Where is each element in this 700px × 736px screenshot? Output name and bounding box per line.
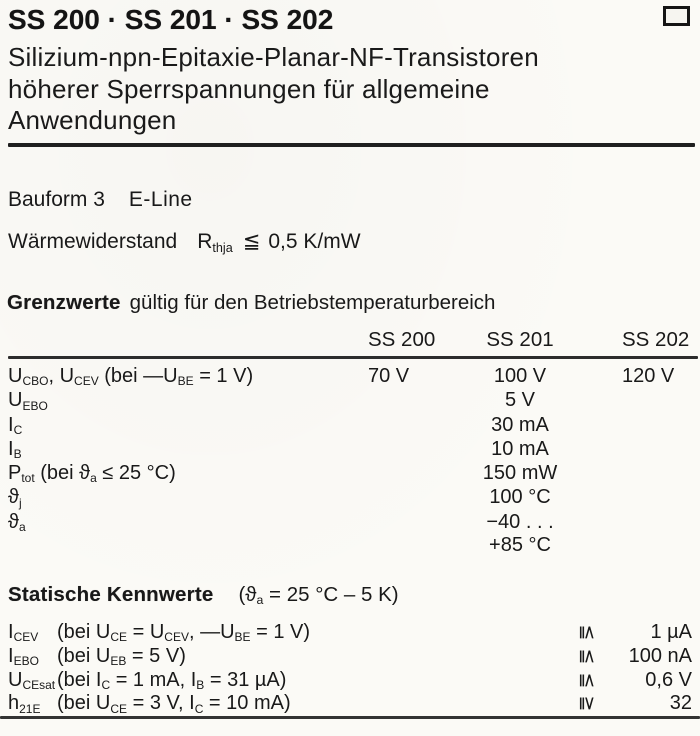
column-header-ss200: SS 200 [368,328,436,351]
empty-cell [8,328,368,352]
table-row [8,438,700,462]
parameter-value: 1 µA [650,621,692,643]
param-cell: UCBO, UCEV (bei —UBE = 1 V) [8,365,254,389]
statics-heading [8,583,399,607]
relation-symbol: ≦ [576,624,598,641]
limits-heading-bold: Grenzwerte [7,291,121,314]
value-cell-ss201: 30 mA [491,413,549,436]
relation-symbol: ≦ [576,672,598,689]
thermal-value: 0,5 K/mW [268,230,361,253]
parameter-symbol: ICEV [8,621,39,645]
thermal-symbol: Rthja [197,230,233,255]
statics-row [8,621,692,645]
limits-column-header-row [8,328,700,352]
parameter-symbol: h21E [8,692,41,716]
bauform-label: Bauform 3 [8,188,105,211]
statics-row [8,669,692,693]
param-cell: ϑj [8,486,22,510]
section-rule [8,143,695,147]
page-subtitle [8,42,648,137]
limits-table [8,365,700,556]
value-cell-ss201: 10 mA [491,437,549,460]
test-condition: (bei IC = 1 mA, IB = 31 µA) [57,668,287,692]
relation-symbol: ≦ [576,648,598,665]
relation-symbol: ≧ [576,695,598,712]
statics-heading-condition: (ϑa = 25 °C – 5 K) [238,583,399,608]
subtitle-line: Anwendungen [8,105,177,135]
test-condition: (bei UCE = 3 V, IC = 10 mA) [57,692,291,716]
param-cell: ϑa [8,510,26,534]
corner-marker-icon [663,6,690,26]
subtitle-line: Silizium-npn-Epitaxie-Planar-NF-Transistoren [8,42,539,72]
parameter-value: 0,6 V [645,668,692,691]
column-header-ss202: SS 202 [622,328,690,351]
value-cell-ss200: 70 V [368,365,410,387]
statics-row [8,692,692,716]
less-equal-symbol: ≦ [242,230,261,253]
table-row [8,414,700,438]
bauform-line [8,188,193,212]
thermal-resistance-line [8,229,361,254]
parameter-value: 32 [669,692,692,715]
limits-heading-rest: gültig für den Betriebstemperaturbereich [129,291,496,314]
table-row [8,462,700,486]
table-row [8,510,700,556]
statics-table [8,621,692,716]
page-title: SS 200 · SS 201 · SS 202 [8,4,334,35]
param-cell: UEBO [8,389,48,413]
table-row [8,389,700,413]
subtitle-line: höherer Sperrspannungen für allgemeine [8,73,490,104]
bottom-rule [0,716,700,719]
bauform-value: E-Line [128,188,193,211]
value-cell-ss201: 5 V [504,389,536,412]
value-cell-ss202: 120 V [622,365,675,387]
value-cell-ss201: 100 °C [489,486,551,509]
statics-heading-bold: Statische Kennwerte [8,583,214,606]
param-cell: IB [8,437,22,462]
test-condition: (bei UEB = 5 V) [57,644,186,669]
limits-heading [7,291,495,315]
value-cell-ss201: 100 V [493,365,547,387]
thermal-label: Wärmewiderstand [8,230,178,253]
statics-row [8,645,692,669]
parameter-symbol: IEBO [8,644,39,669]
column-header-ss201: SS 201 [486,328,554,351]
table-rule [8,356,698,359]
table-row [8,365,700,389]
param-cell: Ptot (bei ϑa ≤ 25 °C) [8,462,176,486]
param-cell: IC [8,413,23,437]
parameter-symbol: UCEsat [8,668,56,692]
test-condition: (bei UCE = UCEV, —UBE = 1 V) [57,621,311,645]
value-cell-ss201: −40 . . . +85 °C [486,510,554,556]
parameter-value: 100 nA [628,644,692,667]
value-cell-ss201: 150 mW [482,462,558,484]
table-row [8,486,700,510]
